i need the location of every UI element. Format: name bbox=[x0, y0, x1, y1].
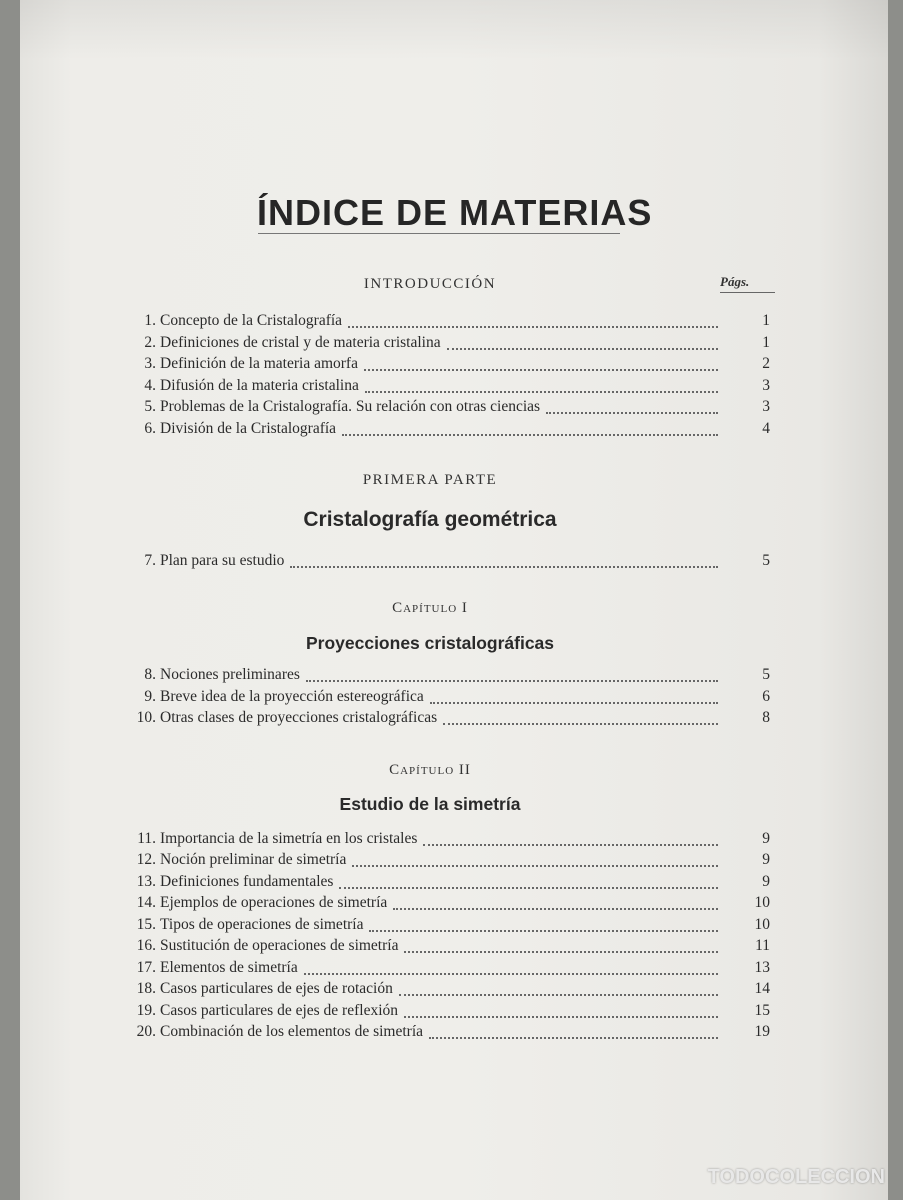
toc-entry bbox=[118, 355, 770, 375]
toc-entry-title: Definiciones fundamentales bbox=[160, 873, 334, 890]
toc-entry-title: Casos particulares de ejes de rotación bbox=[160, 980, 393, 997]
toc-dot-leader bbox=[430, 702, 718, 704]
toc-dot-leader bbox=[352, 865, 718, 867]
toc-entry-page: 5 bbox=[762, 666, 770, 683]
toc-dot-leader bbox=[339, 887, 718, 889]
toc-entry-page: 11 bbox=[755, 937, 770, 954]
toc-entry-page: 10 bbox=[754, 894, 770, 911]
toc-dot-leader bbox=[423, 844, 718, 846]
toc-entry-page: 3 bbox=[762, 377, 770, 394]
toc-entry-title: Definición de la materia amorfa bbox=[160, 355, 358, 372]
toc-entry-page: 9 bbox=[762, 873, 770, 890]
toc-entry-number: 13. bbox=[136, 873, 156, 890]
toc-entry-title: Ejemplos de operaciones de simetría bbox=[160, 894, 388, 911]
toc-entry-page: 13 bbox=[754, 959, 770, 976]
section-label-capitulo-1: Capítulo I bbox=[392, 600, 468, 616]
toc-dot-leader bbox=[369, 930, 718, 932]
toc-dot-leader bbox=[342, 434, 718, 436]
toc-entry-page: 8 bbox=[762, 709, 770, 726]
section-title-cristalografia-geometrica: Cristalografía geométrica bbox=[303, 508, 557, 531]
toc-dot-leader bbox=[364, 369, 718, 371]
toc-entry bbox=[118, 312, 770, 332]
toc-dot-leader bbox=[306, 680, 718, 682]
toc-entry-number: 3. bbox=[144, 355, 156, 372]
pages-label-underline bbox=[720, 292, 775, 293]
toc-entry-number: 7. bbox=[144, 552, 156, 569]
toc-entry-number: 9. bbox=[144, 688, 156, 705]
toc-entry bbox=[118, 398, 770, 418]
toc-entry-number: 6. bbox=[144, 420, 156, 437]
toc-entry-number: 1. bbox=[144, 312, 156, 329]
toc-entry-number: 16. bbox=[136, 937, 156, 954]
toc-entry-title: Importancia de la simetría en los cristales bbox=[160, 830, 418, 847]
toc-entry-page: 6 bbox=[762, 688, 770, 705]
toc-dot-leader bbox=[290, 566, 718, 568]
toc-dot-leader bbox=[429, 1037, 718, 1039]
toc-entry bbox=[118, 937, 770, 957]
section-label-capitulo-2: Capítulo II bbox=[389, 762, 471, 778]
toc-entry-page: 9 bbox=[762, 830, 770, 847]
toc-dot-leader bbox=[404, 951, 718, 953]
toc-entry-number: 10. bbox=[136, 709, 156, 726]
toc-entry-page: 2 bbox=[762, 355, 770, 372]
toc-dot-leader bbox=[404, 1016, 718, 1018]
section-title-proyecciones: Proyecciones cristalográficas bbox=[305, 633, 555, 653]
toc-entry-number: 14. bbox=[136, 894, 156, 911]
toc-entry bbox=[118, 980, 770, 1000]
toc-dot-leader bbox=[393, 908, 718, 910]
toc-entry-title: Nociones preliminares bbox=[160, 666, 300, 683]
toc-dot-leader bbox=[546, 412, 718, 414]
toc-entry bbox=[118, 688, 770, 708]
toc-entry-number: 20. bbox=[136, 1023, 156, 1040]
toc-entry bbox=[118, 851, 770, 871]
toc-entry-page: 1 bbox=[762, 334, 770, 351]
toc-entry bbox=[118, 959, 770, 979]
toc-entry-page: 3 bbox=[762, 398, 770, 415]
section-title-simetria: Estudio de la simetría bbox=[339, 794, 521, 814]
toc-entry-title: Breve idea de la proyección estereográfica bbox=[160, 688, 424, 705]
toc-entry-title: Elementos de simetría bbox=[160, 959, 298, 976]
toc-entry-title: Sustitución de operaciones de simetría bbox=[160, 937, 399, 954]
toc-entry-number: 5. bbox=[144, 398, 156, 415]
toc-dot-leader bbox=[399, 994, 718, 996]
toc-entry bbox=[118, 916, 770, 936]
pages-column-label: Págs. bbox=[720, 274, 750, 289]
toc-dot-leader bbox=[443, 723, 718, 725]
toc-entry-page: 1 bbox=[762, 312, 770, 329]
toc-entry-page: 5 bbox=[762, 552, 770, 569]
toc-entry-page: 9 bbox=[762, 851, 770, 868]
toc-entry-page: 15 bbox=[754, 1002, 770, 1019]
toc-entry-number: 2. bbox=[144, 334, 156, 351]
toc-entry-title: Definiciones de cristal y de materia cristalina bbox=[160, 334, 441, 351]
toc-entry-page: 14 bbox=[754, 980, 770, 997]
toc-entry-title: Otras clases de proyecciones cristalográficas bbox=[160, 709, 438, 726]
toc-entry bbox=[118, 873, 770, 893]
toc-dot-leader bbox=[304, 973, 718, 975]
toc-entry-title: Plan para su estudio bbox=[160, 552, 285, 569]
toc-entry-number: 11. bbox=[137, 830, 156, 847]
toc-entry-title: División de la Cristalografía bbox=[160, 420, 337, 437]
toc-entry bbox=[118, 830, 770, 850]
toc-entry-page: 4 bbox=[762, 420, 770, 437]
title-underline bbox=[258, 233, 620, 234]
toc-entry-number: 17. bbox=[136, 959, 156, 976]
toc-entry-title: Noción preliminar de simetría bbox=[160, 851, 347, 868]
toc-entry-page: 10 bbox=[754, 916, 770, 933]
toc-dot-leader bbox=[447, 348, 718, 350]
toc-entry-title: Combinación de los elementos de simetría bbox=[160, 1023, 424, 1040]
toc-entry-page: 19 bbox=[754, 1023, 770, 1040]
toc-dot-leader bbox=[348, 326, 718, 328]
toc-entry-number: 8. bbox=[144, 666, 156, 683]
toc-entry bbox=[118, 894, 770, 914]
toc-entry-number: 4. bbox=[144, 377, 156, 394]
toc-entry-number: 12. bbox=[136, 851, 156, 868]
page-title: ÍNDICE DE MATERIAS bbox=[257, 192, 653, 233]
toc-entry bbox=[118, 666, 770, 686]
toc-entry bbox=[118, 1002, 770, 1022]
toc-dot-leader bbox=[365, 391, 718, 393]
section-label-introduccion: INTRODUCCIÓN bbox=[363, 276, 497, 292]
watermark-stamp: TODOCOLECCION bbox=[707, 1166, 885, 1188]
toc-entry-title: Tipos de operaciones de simetría bbox=[160, 916, 364, 933]
toc-entry bbox=[118, 1023, 770, 1043]
toc-entry-title: Difusión de la materia cristalina bbox=[160, 377, 359, 394]
toc-entry-number: 19. bbox=[136, 1002, 156, 1019]
toc-entry bbox=[118, 334, 770, 354]
section-label-primera-parte: PRIMERA PARTE bbox=[362, 472, 498, 488]
toc-entry-title: Problemas de la Cristalografía. Su relación con otras ciencias bbox=[160, 398, 541, 415]
toc-entry-number: 15. bbox=[136, 916, 156, 933]
toc-entry bbox=[118, 377, 770, 397]
page-shadow bbox=[20, 0, 888, 60]
toc-entry-title: Casos particulares de ejes de reflexión bbox=[160, 1002, 399, 1019]
toc-entry bbox=[118, 552, 770, 572]
toc-entry-title: Concepto de la Cristalografía bbox=[160, 312, 343, 329]
toc-entry-number: 18. bbox=[136, 980, 156, 997]
toc-entry bbox=[118, 709, 770, 729]
toc-entry bbox=[118, 420, 770, 440]
